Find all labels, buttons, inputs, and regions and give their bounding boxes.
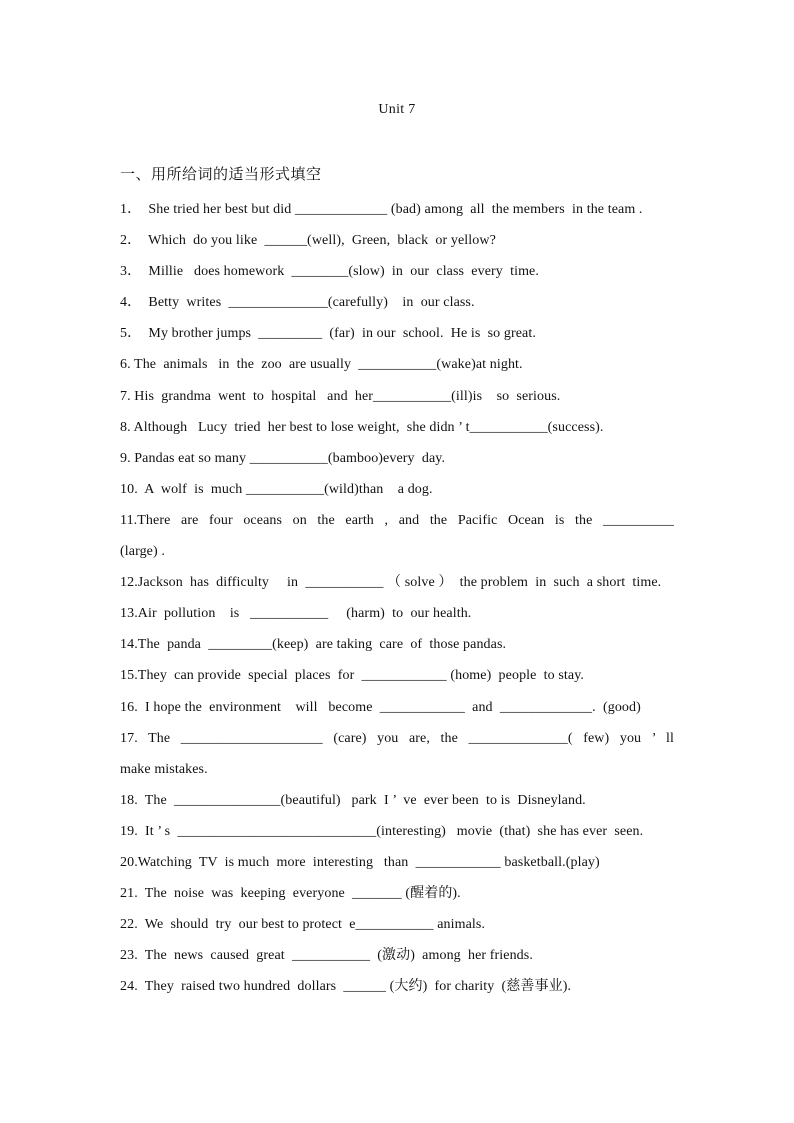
exercise-line-13: 13.Air pollution is ___________ (harm) to our health. bbox=[120, 606, 472, 622]
exercise-line-24: 24. They raised two hundred dollars ______ (大约) for charity (慈善事业). bbox=[120, 979, 572, 995]
exercise-line-2: 2． Which do you like ______(well), Green, black or yellow? bbox=[120, 233, 496, 249]
exercise-line-11-cont: (large) . bbox=[120, 544, 165, 560]
exercise-line-19: 19. It ’ s ____________________________(interesting) movie (that) she has ever seen. bbox=[120, 823, 644, 839]
exercise-list bbox=[120, 194, 680, 1002]
exercise-line-17: 17. The ____________________ (care) you are, the ______________( few) you ’ ll bbox=[120, 730, 674, 746]
exercise-line-11: 11.There are four oceans on the earth , and the Pacific Ocean is the __________ bbox=[120, 512, 674, 528]
exercise-line-18: 18. The _______________(beautiful) park I ’ ve ever been to is Disneyland. bbox=[120, 792, 586, 808]
exercise-line-5: 5． My brother jumps _________ (far) in our school. He is so great. bbox=[120, 326, 536, 342]
exercise-line-20: 20.Watching TV is much more interesting than ____________ basketball.(play) bbox=[120, 854, 600, 870]
exercise-line-23: 23. The news caused great ___________ (激动) among her friends. bbox=[120, 948, 533, 964]
exercise-line-10: 10. A wolf is much ___________(wild)than a dog. bbox=[120, 481, 433, 497]
exercise-line-22: 22. We should try our best to protect e___________ animals. bbox=[120, 917, 486, 933]
exercise-line-21: 21. The noise was keeping everyone _______ (醒着的). bbox=[120, 886, 461, 902]
exercise-line-4: 4． Betty writes ______________(carefully) in our class. bbox=[120, 295, 475, 311]
exercise-line-12: 12.Jackson has difficulty in ___________ （ solve ） the problem in such a short time. bbox=[120, 575, 662, 591]
exercise-line-8: 8. Although Lucy tried her best to lose weight, she didn ’ t___________(success). bbox=[120, 419, 604, 435]
exercise-line-1: 1． She tried her best but did _____________ (bad) among all the members in the team . bbox=[120, 202, 643, 217]
section-heading: 一、用所给词的适当形式填空 bbox=[120, 165, 322, 183]
exercise-line-16: 16. I hope the environment will become ____________ and _____________. (good) bbox=[120, 699, 641, 715]
exercise-line-15: 15.They can provide special places for ____________ (home) people to stay. bbox=[120, 668, 585, 684]
exercise-line-6: 6. The animals in the zoo are usually ___________(wake)at night. bbox=[120, 357, 523, 373]
exercise-line-17-cont: make mistakes. bbox=[120, 761, 208, 777]
page-title: Unit 7 bbox=[378, 102, 416, 117]
exercise-line-7: 7. His grandma went to hospital and her___________(ill)is so serious. bbox=[120, 388, 561, 404]
exercise-line-9: 9. Pandas eat so many ___________(bamboo)every day. bbox=[120, 450, 446, 466]
exercise-line-14: 14.The panda _________(keep) are taking care of those pandas. bbox=[120, 637, 507, 653]
exercise-line-3: 3． Millie does homework ________(slow) in our class every time. bbox=[120, 264, 539, 280]
